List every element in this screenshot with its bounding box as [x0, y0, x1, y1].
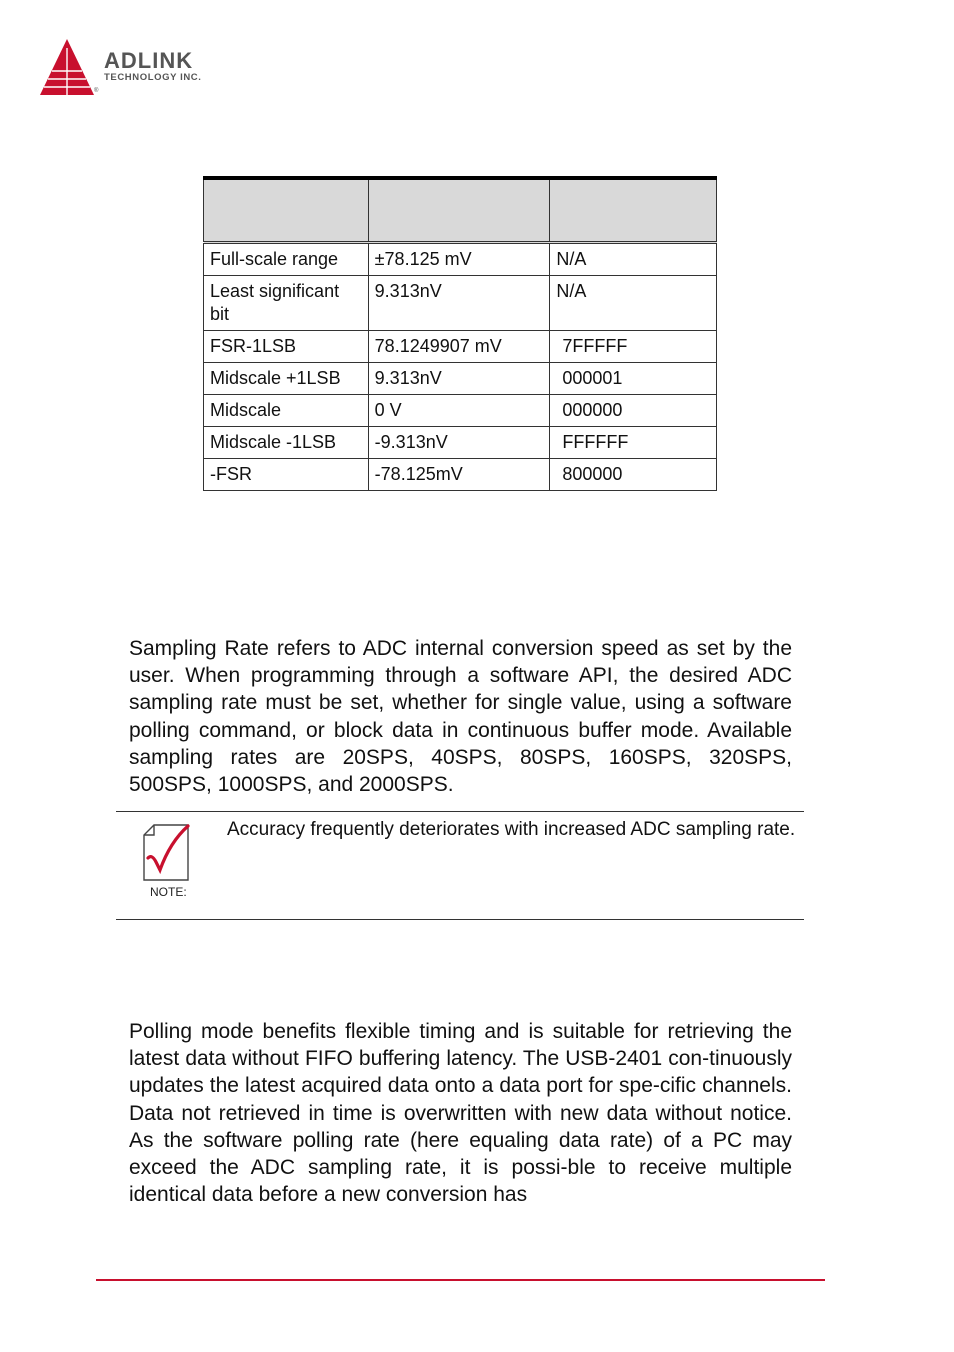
- table-cell: Midscale: [204, 395, 369, 427]
- table-header-cell: [204, 178, 369, 243]
- table-cell: -9.313nV: [368, 427, 550, 459]
- table-cell: -FSR: [204, 459, 369, 491]
- table-cell: Midscale +1LSB: [204, 363, 369, 395]
- table-row: [204, 276, 717, 331]
- note-label: NOTE:: [150, 885, 187, 899]
- table-cell: 9.313nV: [368, 363, 550, 395]
- table-cell: Full-scale range: [204, 243, 369, 276]
- table-cell: FSR-1LSB: [204, 331, 369, 363]
- table-cell: N/A: [550, 243, 717, 276]
- note-checkmark-icon: [140, 822, 194, 889]
- sampling-rate-paragraph: Sampling Rate refers to ADC internal conversion speed as set by the user. When programming through a software API, the desired ADC sampling rate must be set, whether for single value, using a software polling command, or block data in continuous buffer mode. Available sampling rates are 20SPS, 40SPS, 80SPS, 160SPS, 320SPS, 500SPS, 1000SPS, and 2000SPS.: [129, 637, 792, 797]
- table-cell: ±78.125 mV: [368, 243, 550, 276]
- table-cell: N/A: [550, 276, 717, 331]
- brand-subtitle: TECHNOLOGY INC.: [104, 72, 202, 83]
- table-cell: 7FFFFF: [550, 331, 717, 363]
- polling-mode-paragraph: Polling mode benefits flexible timing and is suitable for retrieving the latest data without FIFO buffering latency. The USB-2401 con-tinuously updates the latest acquired data onto a data port for spe-cific channels. Data not retrieved in time is overwritten with new data without notice. As the software polling rate (here equaling data rate) of a PC may exceed the ADC sampling rate, it is possi-ble to receive multiple identical data before a new conversion has: [129, 1020, 792, 1207]
- note-text: Accuracy frequently deteriorates with increased ADC sampling rate.: [227, 819, 796, 840]
- table-row: [204, 331, 717, 363]
- table-cell: 000001: [550, 363, 717, 395]
- registered-mark: ®: [94, 88, 99, 94]
- table-row: [204, 459, 717, 491]
- table-cell: 0 V: [368, 395, 550, 427]
- table-header-row: [204, 178, 717, 243]
- table-cell: 000000: [550, 395, 717, 427]
- table-row: [204, 395, 717, 427]
- table-header-cell: [368, 178, 550, 243]
- table-header-cell: [550, 178, 717, 243]
- table-cell: 800000: [550, 459, 717, 491]
- footer-divider: [96, 1279, 825, 1281]
- adlink-triangle-icon: [38, 38, 102, 98]
- table-cell: -78.125mV: [368, 459, 550, 491]
- note-bottom-divider: [116, 919, 804, 920]
- adc-code-table: [203, 176, 717, 491]
- table-row: [204, 427, 717, 459]
- adlink-logo: [38, 38, 238, 98]
- table-cell: 78.1249907 mV: [368, 331, 550, 363]
- note-top-divider: [116, 811, 804, 812]
- brand-name: ADLINK: [104, 48, 194, 73]
- table-cell: Least significant bit: [204, 276, 369, 331]
- table-cell: 9.313nV: [368, 276, 550, 331]
- table-row: [204, 243, 717, 276]
- table-cell: Midscale -1LSB: [204, 427, 369, 459]
- table-row: [204, 363, 717, 395]
- table-cell: FFFFFF: [550, 427, 717, 459]
